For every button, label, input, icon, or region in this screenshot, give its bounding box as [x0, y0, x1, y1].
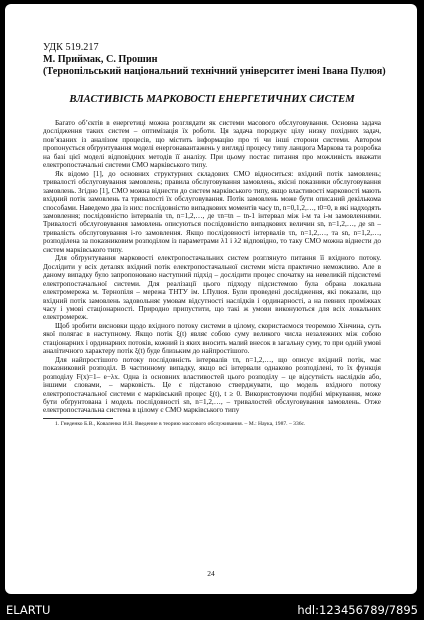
- page-number: 24: [207, 569, 215, 578]
- status-bar: [0, 598, 424, 620]
- udk-code: УДК 519.217: [43, 42, 99, 53]
- paragraph: Як відомо [1], до основних структурних складових СМО відноситься: вхідний потік замовлень; тривалості обслуговування замовлень; правила обслуговування замовлень, якісні показники обслуговування замовлень. Згідно [1], СМО можна віднести до систем марківського типу, якщо властивості марковості мають вхідний потік замовлень та тривалості їх обслуговування. Потік замовлень може бути описаний декількома способами. Наведемо два із них: послідовністю випадкових моментів часу tn, n=0,1,2,…, t0=0, в які надходять замовлення; послідовністю інтервалів τn, n=1,2,…, де τn=tn – tn-1 інтервал між і-м та і-м замовленнями. Тривалості обслуговування замовлень описуються послідовністю випадкових величин sn, n=1,2,…, де sn – тривалість обслуговування і-го замовлення. Якщо послідовності інтервалів τn, n=1,2,…, та sn, n=1,2,…, розподілена за показниковим розподілом із параметрами λ1 і λ2 відповідно, то таку СМО можна віднести до систем марківського типу.: [43, 169, 381, 254]
- paragraph: Для обґрунтування марковості електропостачальних систем розглянуто питання її вхідного потоку. Дослідити у всіх деталях вхідний потік електропостачальної системи міста практично неможливо. Але в даному випадку було запропоновано наступний підхід – дослідити процес спочатку на невеликій підсистемі електропостачальної системи. Для реалізації цього підходу підсистемою була обрана локальна електромережа м. Тернопіля – мережа ТНТУ ім. І.Пулюя. Були проведені дослідження, які показали, що вхідний потік замовлень задовольняє умовам відсутності наслідків і ординарності, а на певних проміжках часу і умові стаціонарності. Природно припустити, що такі ж умови виконуються для всіх локальних електромереж.: [43, 254, 381, 322]
- paper-body: [43, 119, 381, 415]
- document-page: [5, 4, 417, 594]
- authors: М. Приймак, С. Прошин: [43, 54, 158, 65]
- footnote-divider: [43, 418, 113, 419]
- affiliation: (Тернопільський національний технічний університет імені Івана Пулюя): [43, 66, 386, 77]
- repository-label: ELARTU: [6, 603, 51, 617]
- paragraph: Щоб зробити висновки щодо вхідного потоку системи в цілому, скористаємося теоремою Хінчина, суть якої полягає в наступному. Якщо потік ξ(t) являє собою суму великого числа незалежних між собою стаціонарних і ординарних потоків, кожний із яких вносить малий внесок в загальну суму, то при одній умові аналітичного характеру потік ξ(t) буде близьким до найпростішого.: [43, 321, 381, 356]
- footnote: 1. Гнеденко Б.В., Коваленко И.Н. Введение в теорию массового обслуживания. – М.: Наука, 1987. – 336с.: [55, 420, 306, 427]
- handle-identifier: hdl:123456789/7895: [297, 603, 418, 617]
- paragraph: Багато об’єктів в енергетиці можна розглядати як системи масового обслуговування. Основна задача дослідження таких систем – оптимізація їх роботи. Ця задача породжує цілу низку похідних задач, пов’язаних із аналізом процесів, що містить інформацію про ті чи інші сторони системи. Автором пропонується обґрунтування моделі енергонавантажень у вигляді процесу типу ланцюга Маркова та розробка на базі цієї моделі відповідних методів її аналізу. При цьому постає питання про можливість вважати електропостачальні системи СМО марківського типу.: [43, 119, 381, 170]
- paragraph: Для найпростішого потоку послідовність інтервалів τn, n=1,2,…, що описує вхідний потік, має показниковий розподіл. В частинному випадку, якщо всі інтервали однаково розподілені, то їх функція розподілу F(x)=1– e−λx. Одна із основних властивостей цього розподілу – це відсутність наслідків або, іншими словами, – марковість. Це є підставою стверджувати, що модель вхідного потоку електропостачальної системи є марківський процес ξ(t), t ≥ 0. Використовуючи подібні міркування, може бути обґрунтована і модель послідовності sn, n=1,2,…, – тривалостей обслуговування замовлень. Отже електропостачальна система в цілому є СМО марківського типу: [43, 355, 381, 415]
- paper-title: ВЛАСТИВІСТЬ МАРКОВОСТІ ЕНЕРГЕТИЧНИХ СИСТЕМ: [69, 94, 355, 105]
